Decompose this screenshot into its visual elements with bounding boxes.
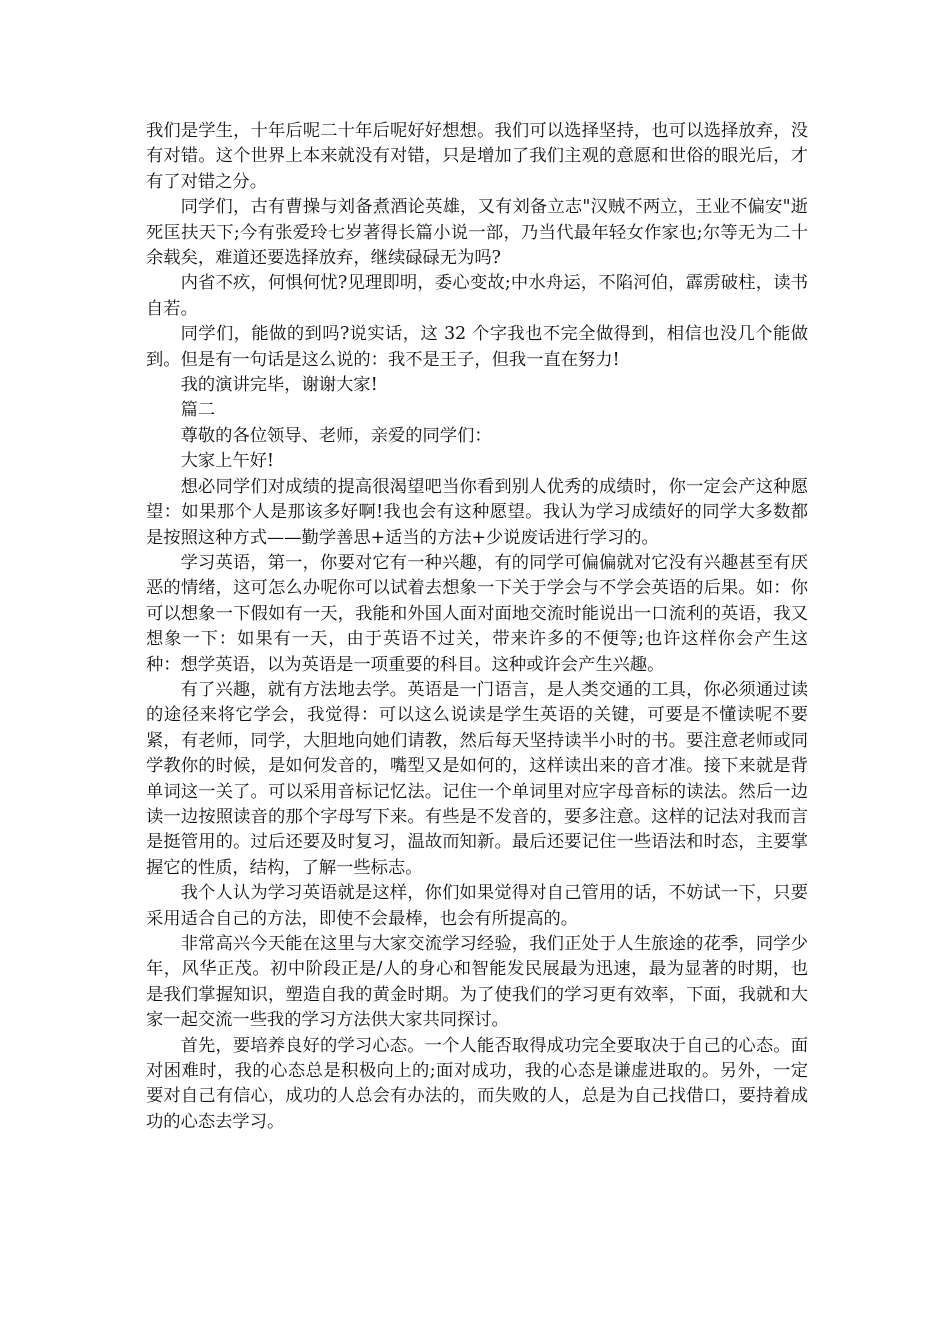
paragraph: 学习英语，第一，你要对它有一种兴趣，有的同学可偏偏就对它没有兴趣甚至有厌恶的情绪，这可怎么办呢你可以试着去想象一下关于学会与不学会英语的后果。如：你可以想象一下假如有一天，我能和外国人面对面地交流时能说出一口流利的英语，我又想象一下：如果有一天，由于英语不过关，带来许多的不便等;也许这样你会产生这种：想学英语，以为英语是一项重要的科目。这种或许会产生兴趣。 — [146, 552, 808, 675]
paragraph: 有了兴趣，就有方法地去学。英语是一门语言，是人类交通的工具，你必须通过读的途径来将它学会，我觉得：可以这么说读是学生英语的关键，可要是不懂读呢不要紧，有老师，同学，大胆地向她们请教，然后每天坚持读半小时的书。要注意老师或同学教你的时候，是如何发音的，嘴型又是如何的，这样读出来的音才准。接下来就是背单词这一关了。可以采用音标记忆法。记住一个单词里对应字母音标的读法。然后一边读一边按照读音的那个字母写下来。有些是不发音的，要多注意。这样的记法对我而言是挺管用的。过后还要及时复习，温故而知新。最后还要记住一些语法和时态，主要掌握它的性质，结构，了解一些标志。 — [146, 679, 808, 878]
paragraph: 同学们，古有曹操与刘备煮酒论英雄，又有刘备立志"汉贼不两立，王业不偏安"逝死匡扶天下;今有张爱玲七岁著得长篇小说一部，乃当代最年轻女作家也;尔等无为二十余载矣，难道还要选择放弃，继续碌碌无为吗? — [146, 197, 808, 269]
greeting: 大家上午好! — [180, 451, 274, 472]
document-body — [146, 119, 808, 1135]
section-heading: 篇二 — [180, 400, 216, 421]
salutation: 尊敬的各位领导、老师，亲爱的同学们： — [180, 425, 492, 446]
paragraph: 我的演讲完毕，谢谢大家! — [180, 375, 378, 396]
paragraph: 想必同学们对成绩的提高很渴望吧当你看到别人优秀的成绩时，你一定会产这种愿望：如果那个人是那该多好啊!我也会有这种愿望。我认为学习成绩好的同学大多数都是按照这种方式——勤学善思+适当的方法+少说废话进行学习的。 — [146, 476, 808, 548]
paragraph: 非常高兴今天能在这里与大家交流学习经验，我们正处于人生旅途的花季，同学少年，风华正茂。初中阶段正是/人的身心和智能发民展最为迅速，最为显著的时期，也是我们掌握知识，塑造自我的黄金时期。为了使我们的学习更有效率，下面，我就和大家一起交流一些我的学习方法供大家共同探讨。 — [146, 934, 808, 1031]
paragraph: 我个人认为学习英语就是这样，你们如果觉得对自己管用的话，不妨试一下，只要采用适合自己的方法，即使不会最棒，也会有所提高的。 — [146, 883, 808, 929]
paragraph: 内省不疚，何惧何忧?见理即明，委心变故;中水舟运，不陷河伯，霹雳破柱，读书自若。 — [146, 273, 808, 319]
paragraph: 首先，要培养良好的学习心态。一个人能否取得成功完全要取决于自己的心态。面对困难时，我的心态总是积极向上的;面对成功，我的心态是谦虚进取的。另外，一定要对自己有信心，成功的人总会有办法的，而失败的人，总是为自己找借口，要持着成功的心态去学习。 — [146, 1035, 808, 1132]
paragraph: 同学们，能做的到吗?说实话，这 32 个字我也不完全做得到，相信也没几个能做到。但是有一句话是这么说的：我不是王子，但我一直在努力! — [146, 324, 808, 370]
paragraph: 我们是学生，十年后呢二十年后呢好好想想。我们可以选择坚持，也可以选择放弃，没有对错。这个世界上本来就没有对错，只是增加了我们主观的意愿和世俗的眼光后，才有了对错之分。 — [146, 121, 808, 192]
